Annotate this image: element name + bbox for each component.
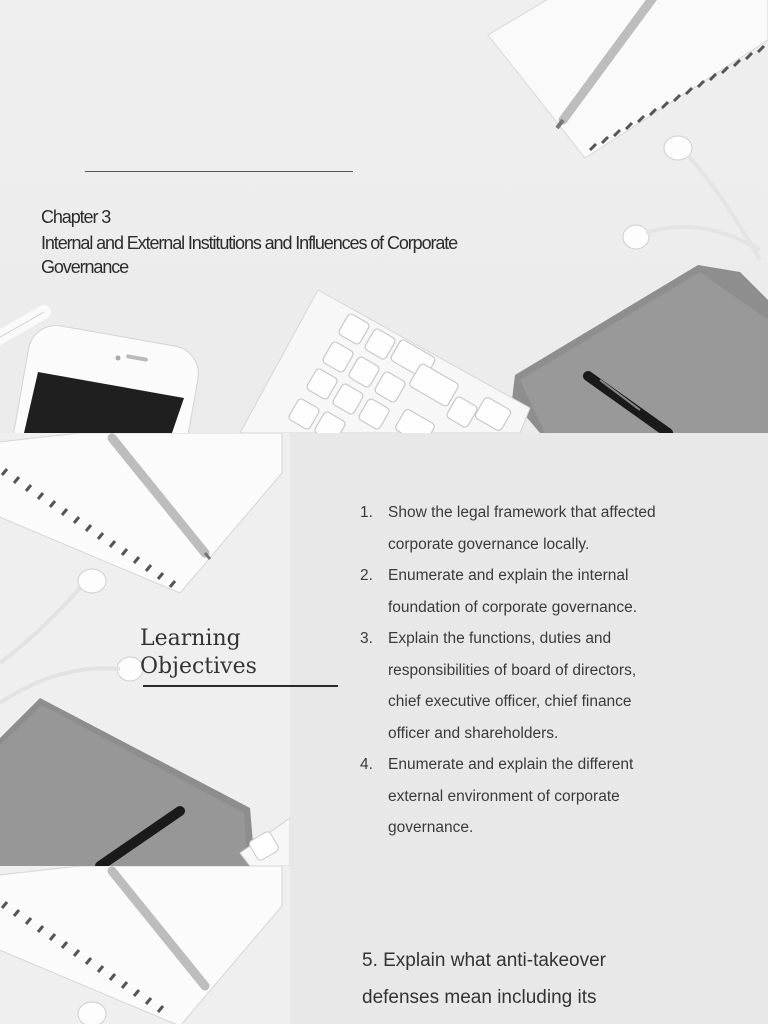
decorative-line bbox=[85, 171, 353, 172]
objective-5-line-1: 5. Explain what anti-takeover bbox=[362, 950, 606, 971]
list-item bbox=[360, 560, 730, 623]
photo-strip bbox=[0, 866, 290, 1024]
list-number: 4. bbox=[360, 756, 373, 773]
smartphone-image bbox=[9, 321, 203, 433]
learning-objectives-heading bbox=[140, 625, 257, 681]
list-item-line: governance. bbox=[388, 819, 474, 836]
list-item-line: Show the legal framework that affected bbox=[388, 504, 656, 521]
chapter-title bbox=[41, 231, 601, 279]
list-item-line: corporate governance locally. bbox=[388, 535, 590, 553]
list-number: 1. bbox=[360, 504, 373, 521]
desk-photo-strip bbox=[0, 866, 290, 1024]
heading-underline bbox=[143, 685, 338, 687]
learning-objectives-slide bbox=[0, 433, 768, 866]
list-item-line: Explain the functions, duties and bbox=[388, 630, 612, 647]
list-item-line: responsibilities of board of directors, bbox=[388, 661, 637, 679]
list-item bbox=[360, 623, 730, 749]
heading-line-2: Objectives bbox=[140, 654, 257, 679]
list-item bbox=[360, 497, 730, 560]
objective-5-line-2: defenses mean including its bbox=[362, 987, 597, 1008]
keyboard-image bbox=[240, 290, 530, 433]
gray-notebook-image bbox=[0, 698, 255, 866]
chapter-title-line-2: Governance bbox=[41, 257, 129, 277]
list-item-line: chief executive officer, chief finance bbox=[388, 693, 632, 710]
title-slide bbox=[0, 0, 768, 433]
desk-photo-background bbox=[0, 0, 768, 433]
list-item-line: Enumerate and explain the internal bbox=[388, 567, 629, 584]
list-item-line: foundation of corporate governance. bbox=[388, 598, 638, 616]
earbuds-image bbox=[78, 1002, 106, 1024]
earbuds-image bbox=[623, 136, 760, 260]
objectives-continued-slide bbox=[0, 866, 768, 1024]
list-item-line: external environment of corporate bbox=[388, 787, 620, 805]
list-item-line: Enumerate and explain the different bbox=[388, 756, 634, 773]
list-number: 3. bbox=[360, 630, 373, 647]
notebook-image bbox=[0, 866, 282, 1024]
earbuds-image bbox=[0, 569, 143, 703]
chapter-label: Chapter 3 bbox=[41, 207, 111, 227]
notebook-image bbox=[0, 433, 282, 593]
objectives-list bbox=[360, 497, 730, 844]
list-item-line: officer and shareholders. bbox=[388, 724, 559, 742]
heading-line-1: Learning bbox=[140, 626, 241, 651]
list-item bbox=[360, 749, 730, 844]
notebook-image bbox=[488, 0, 768, 158]
objective-5 bbox=[362, 942, 722, 1016]
chapter-title-line-1: Internal and External Institutions and Influences of Corporate bbox=[41, 233, 458, 253]
list-number: 2. bbox=[360, 567, 373, 584]
